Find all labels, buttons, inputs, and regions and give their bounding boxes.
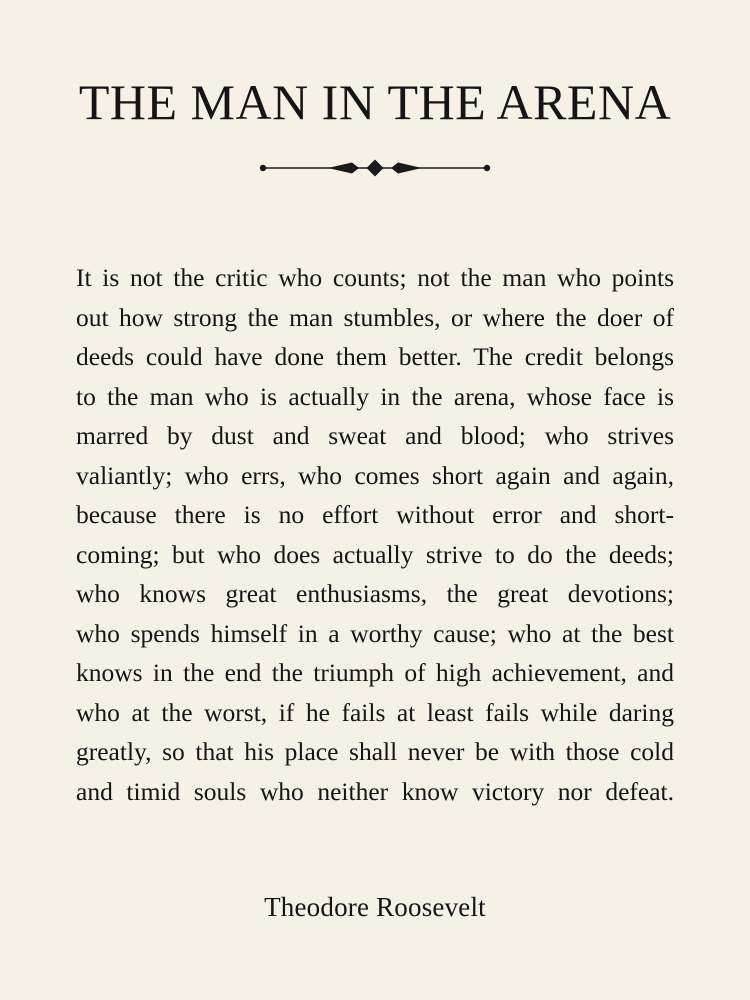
ornamental-divider-icon	[258, 156, 492, 180]
quote-line: out how strong the man stumbles, or where the doer of	[76, 302, 674, 332]
page-title: THE MAN IN THE ARENA	[78, 74, 672, 130]
quote-line: knows in the end the triumph of high achievement, and	[76, 658, 674, 687]
quote-line: who spends himself in a worthy cause; who at the best	[76, 618, 674, 648]
quote-line: marred by dust and sweat and blood; who strives	[76, 421, 674, 450]
quote-line: valiantly; who errs, who comes short again and again,	[76, 460, 674, 490]
author-attribution: Theodore Roosevelt	[264, 892, 486, 922]
quote-line: greatly, so that his place shall never be with those cold	[76, 737, 674, 766]
quote-body	[76, 258, 674, 811]
quote-line: deeds could have done them better. The credit belongs	[76, 342, 674, 371]
quote-line: who at the worst, if he fails at least fails while daring	[76, 697, 674, 727]
quote-line: coming; but who does actually strive to do the deeds;	[76, 539, 674, 569]
quote-line: because there is no effort without error and short-	[76, 500, 674, 529]
quote-line: and timid souls who neither know victory nor defeat.	[76, 776, 674, 806]
quote-line: to the man who is actually in the arena, whose face is	[76, 381, 674, 411]
quote-line: who knows great enthusiasms, the great devotions;	[76, 579, 674, 608]
quote-line: It is not the critic who counts; not the man who points	[76, 263, 674, 292]
